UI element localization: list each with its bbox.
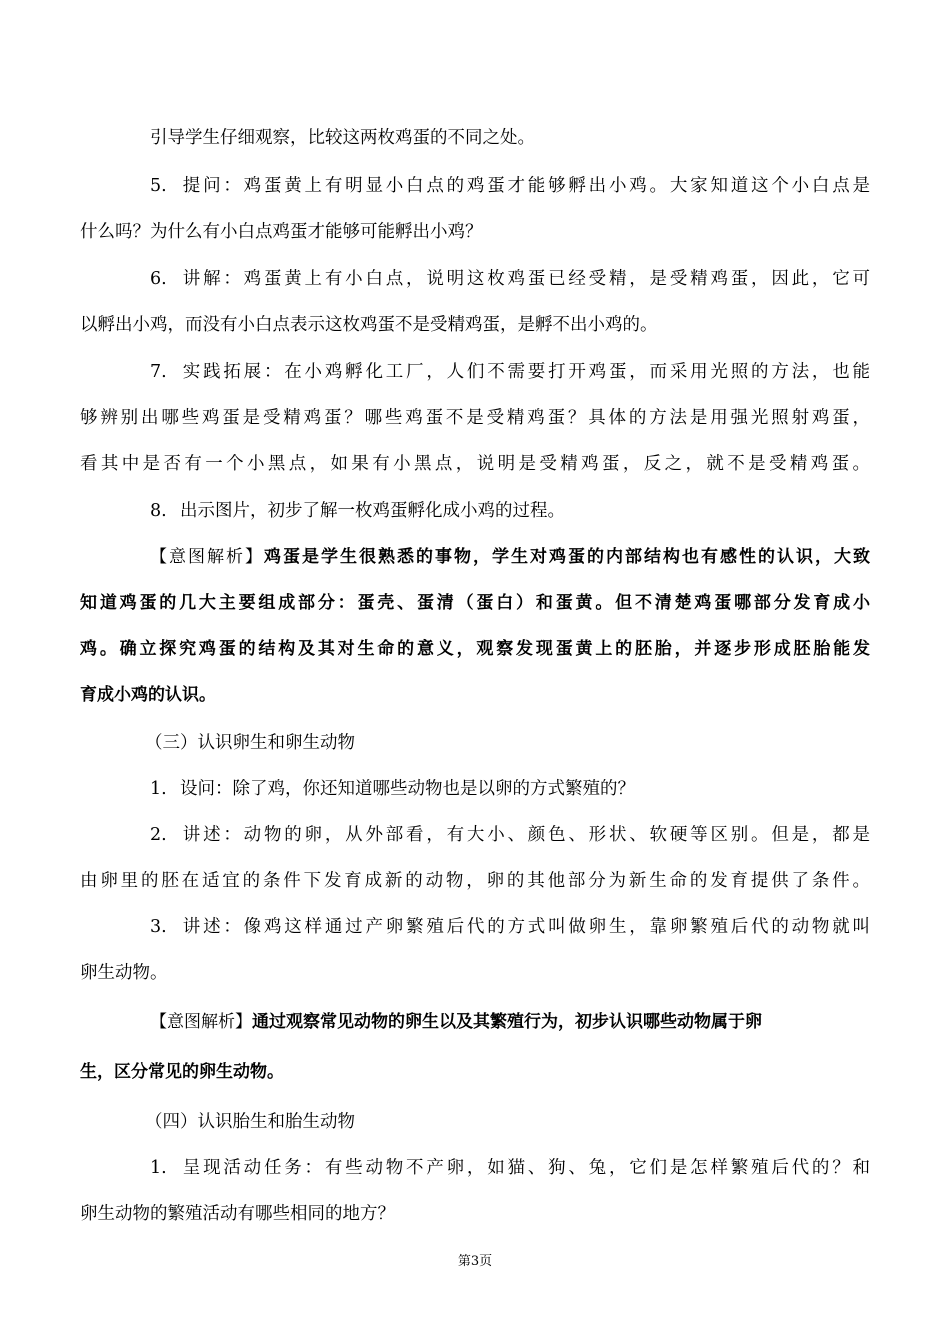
list-item-6: 6. 讲解：鸡蛋黄上有小白点，说明这枚鸡蛋已经受精，是受精鸡蛋，因此，它可 bbox=[150, 269, 870, 289]
intent-analysis-2: 【意图解析】通过观察常见动物的卵生以及其繁殖行为，初步认识哪些动物属于卵 bbox=[150, 1012, 762, 1032]
list-number: 3. bbox=[150, 917, 167, 937]
paragraph-line: 以孵出小鸡，而没有小白点表示这枚鸡蛋不是受精鸡蛋，是孵不出小鸡的。 bbox=[80, 315, 658, 335]
paragraph-line: 育成小鸡的认识。 bbox=[80, 685, 216, 705]
paragraph-line: 知道鸡蛋的几大主要组成部分：蛋壳、蛋清（蛋白）和蛋黄。但不清楚鸡蛋哪部分发育成小 bbox=[80, 593, 870, 613]
paragraph-line: 卵生动物。 bbox=[80, 963, 168, 983]
paragraph-line: 够辨别出哪些鸡蛋是受精鸡蛋？哪些鸡蛋不是受精鸡蛋？具体的方法是用强光照射鸡蛋， bbox=[80, 408, 870, 428]
list-number: 7. bbox=[150, 362, 167, 382]
list-item-7: 7. 实践拓展：在小鸡孵化工厂，人们不需要打开鸡蛋，而采用光照的方法，也能 bbox=[150, 362, 870, 382]
list-item-5: 5. 提问：鸡蛋黄上有明显小白点的鸡蛋才能够孵出小鸡。大家知道这个小白点是 bbox=[150, 176, 870, 196]
list-item-8: 8. 出示图片，初步了解一枚鸡蛋孵化成小鸡的过程。 bbox=[150, 501, 565, 521]
section-heading-3: （三）认识卵生和卵生动物 bbox=[145, 733, 355, 753]
paragraph-line: 鸡。确立探究鸡蛋的结构及其对生命的意义，观察发现蛋黄上的胚胎，并逐步形成胚胎能发 bbox=[80, 639, 870, 659]
section-heading-4: （四）认识胎生和胎生动物 bbox=[145, 1112, 355, 1132]
paragraph-line: 卵生动物的繁殖活动有哪些相同的地方？ bbox=[80, 1204, 395, 1224]
intent-analysis-1: 【意图解析】鸡蛋是学生很熟悉的事物，学生对鸡蛋的内部结构也有感性的认识，大致 bbox=[150, 547, 870, 567]
paragraph-line: 由卵里的胚在适宜的条件下发育成新的动物，卵的其他部分为新生命的发育提供了条件。 bbox=[80, 871, 870, 891]
list-number: 5. bbox=[150, 176, 167, 196]
intent-label: 【意图解析】 bbox=[150, 1012, 252, 1032]
paragraph-line: 引导学生仔细观察，比较这两枚鸡蛋的不同之处。 bbox=[150, 128, 535, 148]
s3-list-item-1: 1. 设问：除了鸡，你还知道哪些动物也是以卵的方式繁殖的？ bbox=[150, 779, 635, 799]
paragraph-line: 生，区分常见的卵生动物。 bbox=[80, 1062, 284, 1082]
paragraph-line: 什么吗？为什么有小白点鸡蛋才能够可能孵出小鸡？ bbox=[80, 222, 483, 242]
s4-list-item-1: 1. 呈现活动任务：有些动物不产卵，如猫、狗、兔，它们是怎样繁殖后代的？和 bbox=[150, 1158, 870, 1178]
paragraph-line: 看其中是否有一个小黑点，如果有小黑点，说明是受精鸡蛋，反之，就不是受精鸡蛋。 bbox=[80, 454, 870, 474]
list-number: 6. bbox=[150, 269, 167, 289]
page-number: 第3页 bbox=[457, 1254, 493, 1269]
s3-list-item-2: 2. 讲述：动物的卵，从外部看，有大小、颜色、形状、软硬等区别。但是，都是 bbox=[150, 825, 870, 845]
list-number: 2. bbox=[150, 825, 167, 845]
s3-list-item-3: 3. 讲述：像鸡这样通过产卵繁殖后代的方式叫做卵生，靠卵繁殖后代的动物就叫 bbox=[150, 917, 870, 937]
list-number: 8. bbox=[150, 501, 167, 521]
intent-label: 【意图解析】 bbox=[150, 547, 264, 567]
list-number: 1. bbox=[150, 779, 167, 799]
list-number: 1. bbox=[150, 1158, 167, 1178]
